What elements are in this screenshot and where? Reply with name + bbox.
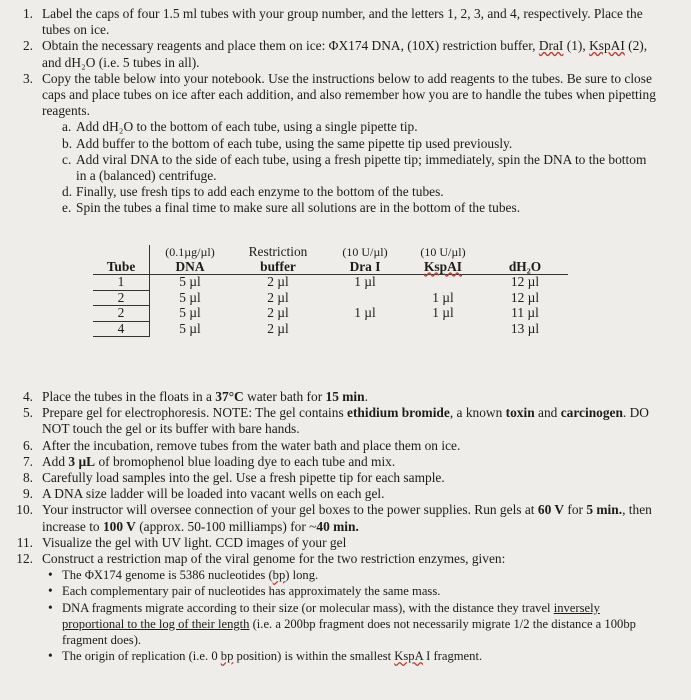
bullet-text <box>62 648 660 664</box>
substep-text: Add buffer to the bottom of each tube, using the same pipette tip used previously. <box>76 135 513 151</box>
text-run: ) long. <box>285 568 319 583</box>
table-cell: 2 µl <box>267 274 289 290</box>
bullet-text <box>62 567 660 583</box>
substep-a <box>62 119 660 135</box>
header-cell: Dra I <box>326 260 404 275</box>
text-run: Your instructor will oversee connection of your gel boxes to the power supplies. Run gels at <box>42 502 538 518</box>
step-8 <box>0 470 660 486</box>
table-row <box>93 306 568 322</box>
text-run: The ΦX174 genome is 5386 nucleotides ( <box>62 568 273 583</box>
header-cell: (10 U/µl) <box>420 245 466 259</box>
header-cell: (0.1µg/µl) <box>150 245 231 260</box>
substep-d <box>62 184 660 200</box>
table-cell <box>404 321 482 337</box>
header-cell <box>482 245 568 260</box>
step-9 <box>0 486 660 502</box>
text-bold: 5 min. <box>586 502 623 518</box>
step-number: 5. <box>22 405 33 421</box>
bullet-list <box>48 567 660 664</box>
table-row <box>93 321 568 337</box>
step-10 <box>0 502 660 534</box>
header-cell: buffer <box>230 260 326 275</box>
step-number: 4. <box>22 389 33 404</box>
bullet-icon: • <box>48 583 53 599</box>
table-cell <box>326 321 404 337</box>
header-cell: (10 U/µl) <box>342 245 388 259</box>
substep-text: Finally, use fresh tips to add each enzyme to the bottom of the tubes. <box>76 184 444 200</box>
table-row <box>93 290 568 306</box>
text-run: , a known <box>449 405 506 421</box>
substep-c <box>62 152 660 184</box>
text-run: of bromophenol blue loading dye to each tube and mix. <box>95 453 396 469</box>
header-cell <box>93 245 150 260</box>
substep-e <box>62 200 660 216</box>
text-run: (i.e. a 200bp fragment does not necessarily migrate 1/2 the distance a 100bp fragment does). <box>62 616 636 648</box>
bullet-text: Each complementary pair of nucleotides has approximately the same mass. <box>62 584 441 599</box>
step-text <box>42 502 660 534</box>
step-4 <box>0 389 660 405</box>
table-cell: 2 <box>93 306 150 322</box>
text-bold: 40 min. <box>316 518 359 534</box>
table-cell: 2 µl <box>267 289 289 305</box>
table-cell: 13 µl <box>510 320 540 336</box>
text-run: Prepare gel for electrophoresis. NOTE: The gel contains <box>42 405 348 421</box>
substep-letter: a. <box>62 119 72 135</box>
step-number: 9. <box>22 486 33 502</box>
step-1 <box>0 6 660 38</box>
step-6 <box>0 438 660 454</box>
table-cell: 5 µl <box>150 321 231 337</box>
text-run: Place the tubes in the floats in a <box>42 389 216 404</box>
table-header <box>93 260 568 275</box>
text-run: DNA fragments migrate according to their size (or molecular mass), with the distance they travel <box>62 600 554 615</box>
substep-letter: c. <box>62 151 72 167</box>
bullet-icon: • <box>48 648 53 664</box>
text-underlined: bp <box>272 568 286 583</box>
table-row <box>93 275 568 291</box>
text-underlined: bp <box>220 649 234 664</box>
step-number: 11. <box>16 534 33 550</box>
table-cell: 1 µl <box>432 289 454 305</box>
step-text: Label the caps of four 1.5 ml tubes with your group number, and the letters 1, 2, 3, and 4, respectively. Place the tubes on ice. <box>42 6 643 38</box>
text-bold: 37°C <box>215 389 244 404</box>
step-text <box>42 405 660 437</box>
step-2 <box>0 38 660 70</box>
table-cell: 1 <box>93 275 150 291</box>
text-run: . <box>364 389 368 404</box>
substep-text: Add dH₂O to the bottom of each tube, using a single pipette tip. <box>76 119 418 135</box>
enzyme-ksp: KspAI <box>589 38 625 54</box>
table-cell: 2 µl <box>267 305 289 320</box>
step-number: 3. <box>22 70 33 86</box>
step-12 <box>0 551 660 567</box>
table-cell: 1 µl <box>432 305 454 320</box>
header-cell: Tube <box>93 260 150 275</box>
table-cell: 2 <box>93 290 150 306</box>
text-run: Add <box>42 453 69 469</box>
header-cell: KspAI <box>404 260 482 275</box>
table-cell: 12 µl <box>510 289 540 305</box>
text-run: water bath for <box>243 389 326 404</box>
step-text <box>42 389 660 405</box>
step-text: Visualize the gel with UV light. CCD images of your gel <box>42 534 347 550</box>
step-7 <box>0 454 660 470</box>
text-bold: 3 µL <box>68 453 96 469</box>
header-cell: dH₂O <box>482 260 568 275</box>
text-run: Obtain the necessary reagents and place them on ice: ΦX174 DNA, (10X) restriction buffer, <box>42 38 539 54</box>
text-underlined: KspA <box>394 649 423 664</box>
text-run: for <box>564 502 587 518</box>
step-text <box>42 454 660 470</box>
bullet-icon: • <box>48 599 53 615</box>
substep-letter: d. <box>62 184 73 200</box>
bullet-item <box>48 567 660 583</box>
bullet-item <box>48 583 660 599</box>
step-11 <box>0 535 660 551</box>
header-cell: DNA <box>150 260 231 275</box>
text-bold: 100 V <box>102 518 136 534</box>
step-number: 6. <box>22 437 33 453</box>
table-cell: 4 <box>93 321 150 337</box>
table-cell: 5 µl <box>150 275 231 291</box>
text-run: and <box>534 405 561 421</box>
reagent-table <box>93 245 568 337</box>
text-bold: toxin <box>505 405 535 421</box>
step-text: A DNA size ladder will be loaded into vacant wells on each gel. <box>42 486 385 502</box>
text-underlined: inversely proportional to the log of their length <box>62 600 600 631</box>
text-run: position) is within the smallest <box>233 649 395 664</box>
step-text: Copy the table below into your notebook. Use the instructions below to add reagents to the tubes. Be sure to close caps and place tubes on ice after each addition, and also remember how you are to handle the tubes when pipetting reagents. <box>42 70 656 119</box>
bullet-text <box>62 600 660 649</box>
bullet-item <box>48 648 660 664</box>
step-number: 2. <box>22 38 33 54</box>
table-cell: 2 µl <box>267 320 289 336</box>
step-number: 7. <box>22 453 33 469</box>
step-3 <box>0 71 660 120</box>
table-cell: 11 µl <box>511 305 539 320</box>
text-bold: ethidium bromide <box>347 405 450 421</box>
substep-text: Spin the tubes a final time to make sure all solutions are in the bottom of the tubes. <box>76 200 521 216</box>
table-cell: 1 µl <box>354 274 376 290</box>
table-cell: 1 µl <box>354 305 376 320</box>
enzyme-dra: DraI <box>538 38 564 54</box>
table-cell: 5 µl <box>150 290 231 306</box>
step-text: After the incubation, remove tubes from the water bath and place them on ice. <box>42 437 461 453</box>
table-cell <box>326 290 404 306</box>
text-bold: 15 min <box>325 389 365 404</box>
header-cell: Restriction <box>248 244 308 259</box>
table-header-units <box>93 245 568 260</box>
text-run: The origin of replication (i.e. 0 <box>62 649 221 664</box>
step-text: Carefully load samples into the gel. Use a fresh pipette tip for each sample. <box>42 470 445 486</box>
step-text: Construct a restriction map of the viral genome for the two restriction enzymes, given: <box>42 551 506 567</box>
step-5 <box>0 405 660 437</box>
table-cell: 12 µl <box>510 274 540 290</box>
step-number: 10. <box>16 502 33 518</box>
substep-b <box>62 136 660 152</box>
table-cell <box>404 275 482 291</box>
text-bold: 60 V <box>537 502 565 518</box>
text-run: (approx. 50-100 milliamps) for ~ <box>135 518 317 534</box>
text-run: . DO NOT touch the gel or its buffer with bare hands. <box>42 405 649 437</box>
step-text <box>42 38 660 70</box>
text-run: I fragment. <box>423 649 483 664</box>
step-number: 12. <box>16 551 33 567</box>
bullet-icon: • <box>48 567 53 583</box>
text-run: , then increase to <box>42 502 652 534</box>
steps-top <box>0 6 660 217</box>
substep-letter: e. <box>62 200 72 216</box>
step-number: 8. <box>22 470 33 486</box>
substep-letter: b. <box>62 135 73 151</box>
steps-bottom <box>0 389 660 664</box>
text-run: (2), and dH₂O (i.e. 5 tubes in all). <box>42 38 648 70</box>
text-bold: carcinogen <box>560 405 623 421</box>
text-run: (1), <box>563 38 590 54</box>
substep-text: Add viral DNA to the side of each tube, using a fresh pipette tip; immediately, spin the DNA to the bottom in a (balanced) centrifuge. <box>76 151 647 184</box>
bullet-item <box>48 600 660 649</box>
step-number: 1. <box>22 6 33 21</box>
table-cell: 5 µl <box>150 306 231 322</box>
